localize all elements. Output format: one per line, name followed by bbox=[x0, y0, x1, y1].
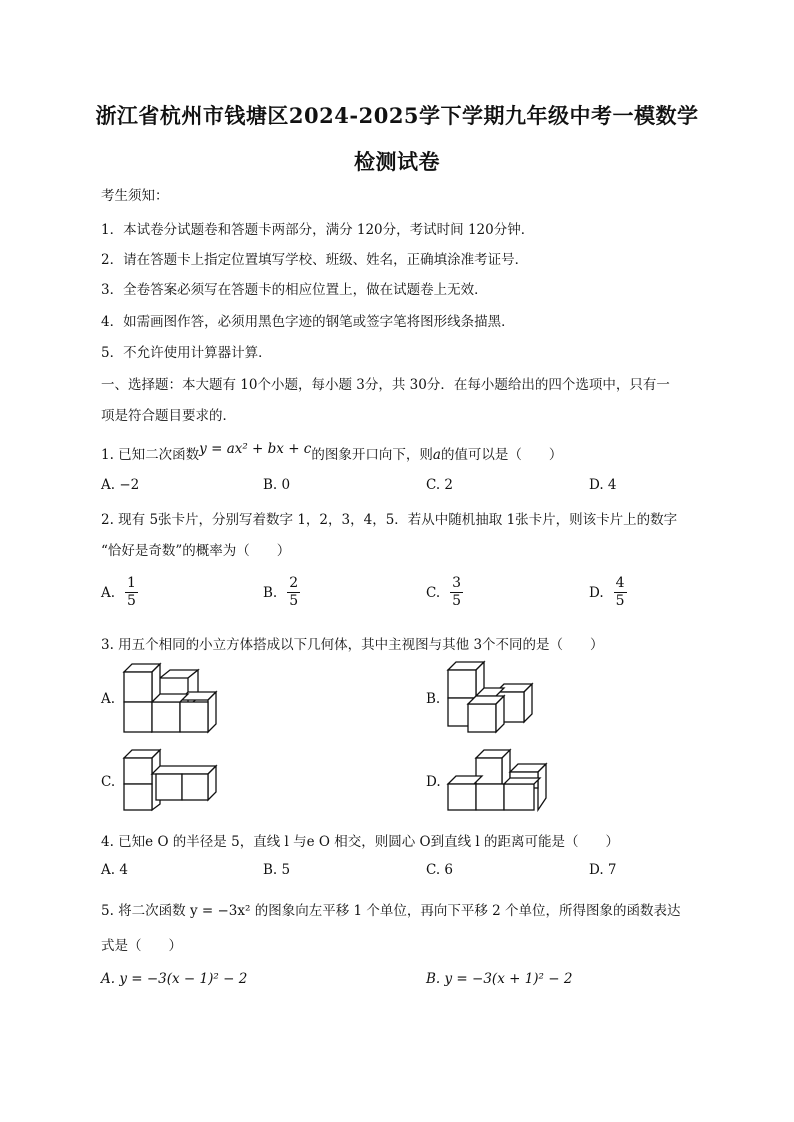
notice-item-3: 3．全卷答案必须写在答题卡的相应位置上，做在试题卷上无效． bbox=[101, 282, 488, 298]
option-letter: C. bbox=[426, 584, 441, 601]
exam-title-line1: 浙江省杭州市钱塘区2024-2025学下学期九年级中考一模数学 bbox=[95, 103, 699, 128]
question-3-text: 3. 用五个相同的小立方体搭成以下几何体，其中主视图与其他 3个不同的是（ ） bbox=[101, 637, 604, 653]
question-1-option-c: C. 2 bbox=[426, 477, 454, 493]
cube-side-face bbox=[208, 692, 216, 732]
question-3-option-c-label: C. bbox=[101, 774, 116, 790]
question-4-option-d: D. 7 bbox=[589, 862, 617, 878]
cube-front-face bbox=[448, 670, 476, 698]
question-1-option-a: A. −2 bbox=[101, 477, 140, 493]
notice-item-1: 1．本试卷分试题卷和答题卡两部分，满分 120分，考试时间 120分钟． bbox=[101, 222, 535, 238]
option-letter: D. bbox=[589, 584, 604, 601]
cube-front-face bbox=[468, 704, 496, 732]
section1-intro-line2: 项是符合题目要求的． bbox=[101, 408, 236, 424]
question-1-formula: y = ax² + bx + c bbox=[199, 441, 312, 457]
cube-figure-d bbox=[446, 746, 550, 814]
denominator: 5 bbox=[127, 593, 136, 609]
question-1-post: 的值可以是（ ） bbox=[440, 447, 563, 463]
question-1-mid: 的图象开口向下，则 bbox=[311, 447, 433, 463]
numerator: 4 bbox=[615, 575, 625, 591]
notice-heading: 考生须知： bbox=[101, 188, 169, 204]
cube-front-face bbox=[156, 774, 182, 800]
cube-front-face bbox=[476, 784, 504, 810]
cube-front-face bbox=[504, 784, 534, 810]
cube-front-face bbox=[124, 672, 152, 702]
question-4-option-a: A. 4 bbox=[101, 862, 128, 878]
question-1-option-b: B. 0 bbox=[263, 477, 291, 493]
question-2-option-d bbox=[589, 575, 627, 610]
question-5-line1: 5. 将二次函数 y = −3x² 的图象向左平移 1 个单位，再向下平移 2 个单位，所得图象的函数表达 bbox=[101, 903, 681, 919]
question-2-line1: 2. 现有 5张卡片，分别写着数字 1，2，3，4，5．若从中随机抽取 1张卡片，则该卡片上的数字 bbox=[101, 512, 678, 528]
exam-title-line2: 检测试卷 bbox=[354, 149, 440, 174]
cube-front-face bbox=[476, 758, 502, 784]
question-4-option-b: B. 5 bbox=[263, 862, 291, 878]
question-4-text: 4. 已知e O 的半径是 5，直线 l 与e O 相交，则圆心 O到直线 l 的距离可能是（ ） bbox=[101, 834, 619, 850]
question-1-var: a bbox=[432, 447, 441, 463]
cube-front-face bbox=[124, 702, 152, 732]
cube-figure-a bbox=[120, 660, 220, 734]
section1-intro-line1: 一、选择题：本大题有 10个小题，每小题 3分，共 30分．在每小题给出的四个选项中，只有一 bbox=[101, 377, 670, 393]
numerator: 1 bbox=[127, 575, 136, 591]
question-5-line2: 式是（ ） bbox=[101, 938, 182, 954]
denominator: 5 bbox=[452, 593, 462, 609]
numerator: 2 bbox=[289, 575, 299, 591]
question-5-option-a: A. y = −3(x − 1)² − 2 bbox=[101, 971, 248, 987]
question-3-option-d-label: D. bbox=[426, 774, 441, 790]
cube-side-face bbox=[538, 764, 546, 810]
cube-front-face bbox=[448, 784, 476, 810]
cube-top-face bbox=[152, 766, 216, 774]
fraction bbox=[614, 575, 627, 610]
question-2-option-b bbox=[263, 575, 300, 610]
cube-figure-b bbox=[444, 660, 544, 734]
denominator: 5 bbox=[615, 593, 625, 609]
question-2-line2: “恰好是奇数”的概率为（ ） bbox=[101, 543, 291, 559]
question-3-option-a-label: A. bbox=[101, 691, 116, 707]
fraction bbox=[450, 575, 463, 610]
question-2-option-c bbox=[426, 575, 463, 610]
question-1-pre: 1. 已知二次函数 bbox=[101, 447, 200, 463]
option-letter: B. bbox=[263, 584, 278, 601]
fraction bbox=[287, 575, 300, 610]
question-1-option-d: D. 4 bbox=[589, 477, 617, 493]
notice-item-4: 4．如需画图作答，必须用黑色字迹的钢笔或签字笔将图形线条描黑． bbox=[101, 314, 515, 330]
question-3-option-b-label: B. bbox=[426, 691, 441, 707]
cube-front-face bbox=[182, 774, 208, 800]
cube-front-face bbox=[124, 758, 152, 784]
notice-item-2: 2．请在答题卡上指定位置填写学校、班级、姓名，正确填涂准考证号． bbox=[101, 252, 529, 268]
denominator: 5 bbox=[289, 593, 299, 609]
cube-front-face bbox=[124, 784, 152, 810]
notice-item-5: 5．不允许使用计算器计算． bbox=[101, 345, 272, 361]
question-1 bbox=[101, 443, 562, 463]
cube-top-face bbox=[504, 778, 540, 784]
question-4-option-c: C. 6 bbox=[426, 862, 454, 878]
question-2-option-a bbox=[101, 575, 138, 610]
cube-front-face bbox=[152, 702, 180, 732]
question-5-option-b: B. y = −3(x + 1)² − 2 bbox=[426, 971, 573, 987]
fraction bbox=[125, 575, 138, 610]
cube-front-face bbox=[180, 702, 208, 732]
cube-figure-c bbox=[120, 748, 220, 814]
option-letter: A. bbox=[101, 584, 116, 601]
numerator: 3 bbox=[452, 575, 462, 591]
